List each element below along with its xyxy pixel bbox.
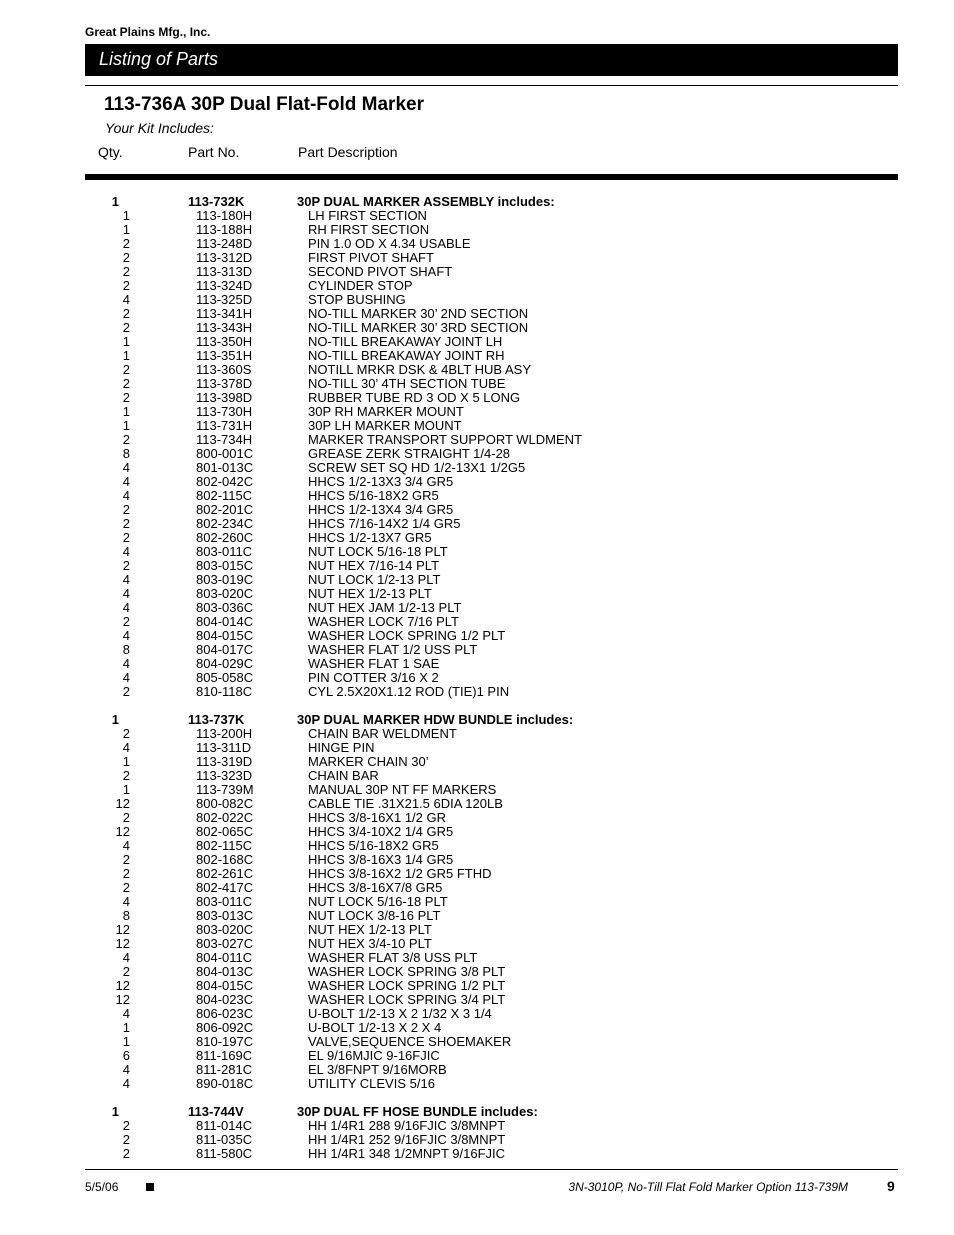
item-description: HHCS 5/16-18X2 GR5	[308, 488, 439, 503]
table-row	[0, 951, 954, 965]
table-row	[0, 209, 954, 223]
group-part-number: 113-732K	[188, 194, 245, 209]
item-part-number: 802-115C	[196, 488, 253, 503]
item-part-number: 113-323D	[196, 768, 253, 783]
item-qty: 2	[122, 376, 130, 391]
item-part-number: 802-261C	[196, 866, 254, 881]
item-part-number: 802-201C	[196, 502, 254, 517]
table-row	[0, 643, 954, 657]
table-row	[0, 587, 954, 601]
item-part-number: 811-014C	[196, 1118, 253, 1133]
item-description: VALVE,SEQUENCE SHOEMAKER	[308, 1034, 512, 1049]
table-row	[0, 265, 954, 279]
table-row	[0, 979, 954, 993]
item-part-number: 803-011C	[196, 894, 253, 909]
item-qty: 4	[122, 292, 130, 307]
item-qty: 4	[122, 572, 130, 587]
table-row	[0, 741, 954, 755]
item-description: NO-TILL MARKER 30’ 3RD SECTION	[308, 320, 529, 335]
item-description: CYL 2.5X20X1.12 ROD (TIE)1 PIN	[308, 684, 510, 699]
item-part-number: 113-319D	[196, 754, 253, 769]
table-row	[0, 251, 954, 265]
footer-date: 5/5/06	[85, 1180, 119, 1194]
table-row	[0, 405, 954, 419]
item-qty: 2	[122, 516, 130, 531]
footer-doc-title: 3N-3010P, No-Till Flat Fold Marker Option 113-739M	[568, 1180, 848, 1194]
item-description: NUT LOCK 1/2-13 PLT	[308, 572, 441, 587]
page-number: 9	[887, 1178, 895, 1194]
item-part-number: 806-023C	[196, 1006, 254, 1021]
item-qty: 1	[122, 208, 130, 223]
table-row	[0, 559, 954, 573]
item-part-number: 800-082C	[196, 796, 254, 811]
item-description: HHCS 1/2-13X4 3/4 GR5	[308, 502, 454, 517]
group-qty: 1	[111, 712, 119, 727]
table-row	[0, 881, 954, 895]
item-part-number: 113-351H	[196, 348, 253, 363]
item-part-number: 113-248D	[196, 236, 253, 251]
group-description: 30P DUAL FF HOSE BUNDLE includes:	[297, 1104, 538, 1119]
table-row	[0, 461, 954, 475]
item-description: NUT HEX 1/2-13 PLT	[308, 586, 432, 601]
item-qty: 4	[122, 838, 130, 853]
table-row	[0, 965, 954, 979]
item-qty: 2	[122, 684, 130, 699]
item-description: 30P LH MARKER MOUNT	[308, 418, 462, 433]
item-part-number: 113-312D	[196, 250, 253, 265]
item-description: STOP BUSHING	[308, 292, 406, 307]
item-qty: 12	[115, 824, 130, 839]
table-row	[0, 377, 954, 391]
table-row	[0, 657, 954, 671]
item-qty: 1	[122, 348, 130, 363]
item-description: U-BOLT 1/2-13 X 2 1/32 X 3 1/4	[308, 1006, 492, 1021]
item-qty: 8	[122, 446, 130, 461]
item-qty: 4	[122, 628, 130, 643]
item-description: HHCS 1/2-13X3 3/4 GR5	[308, 474, 454, 489]
item-part-number: 113-378D	[196, 376, 253, 391]
section-title: Listing of Parts	[99, 49, 219, 69]
table-row	[0, 517, 954, 531]
item-qty: 2	[122, 558, 130, 573]
table-row	[0, 293, 954, 307]
group-part-number: 113-744V	[188, 1104, 244, 1119]
item-part-number: 113-188H	[196, 222, 253, 237]
item-qty: 4	[122, 474, 130, 489]
item-part-number: 803-036C	[196, 600, 254, 615]
item-description: WASHER LOCK SPRING 3/8 PLT	[308, 964, 506, 979]
item-part-number: 113-311D	[196, 740, 252, 755]
group-header-row	[0, 195, 954, 209]
item-part-number: 113-341H	[196, 306, 253, 321]
item-part-number: 802-022C	[196, 810, 254, 825]
item-description: CYLINDER STOP	[308, 278, 413, 293]
item-description: FIRST PIVOT SHAFT	[308, 250, 434, 265]
section-banner	[85, 44, 898, 76]
item-description: WASHER FLAT 1/2 USS PLT	[308, 642, 478, 657]
item-description: LH FIRST SECTION	[308, 208, 427, 223]
table-row	[0, 489, 954, 503]
item-description: RUBBER TUBE RD 3 OD X 5 LONG	[308, 390, 521, 405]
table-row	[0, 447, 954, 461]
item-part-number: 113-360S	[196, 362, 252, 377]
item-part-number: 804-015C	[196, 628, 254, 643]
item-qty: 2	[122, 768, 130, 783]
kit-title: 113-736A 30P Dual Flat-Fold Marker	[104, 94, 424, 115]
footer-bullet	[146, 1183, 154, 1191]
group-qty: 1	[111, 194, 119, 209]
item-part-number: 800-001C	[196, 446, 254, 461]
item-qty: 8	[122, 642, 130, 657]
item-qty: 1	[122, 754, 130, 769]
item-qty: 4	[122, 1006, 130, 1021]
item-part-number: 811-281C	[196, 1062, 253, 1077]
item-description: NO-TILL BREAKAWAY JOINT LH	[308, 334, 503, 349]
item-part-number: 803-027C	[196, 936, 254, 951]
group-header-row	[0, 713, 954, 727]
item-part-number: 805-058C	[196, 670, 254, 685]
group-description: 30P DUAL MARKER ASSEMBLY includes:	[297, 194, 555, 209]
table-row	[0, 895, 954, 909]
item-qty: 4	[122, 950, 130, 965]
table-row	[0, 839, 954, 853]
table-row	[0, 601, 954, 615]
table-row	[0, 545, 954, 559]
item-description: HHCS 7/16-14X2 1/4 GR5	[308, 516, 461, 531]
item-qty: 2	[122, 726, 130, 741]
item-part-number: 113-739M	[196, 782, 254, 797]
table-row	[0, 349, 954, 363]
item-part-number: 113-730H	[196, 404, 253, 419]
item-qty: 1	[122, 222, 130, 237]
item-qty: 4	[122, 586, 130, 601]
item-description: WASHER LOCK 7/16 PLT	[308, 614, 459, 629]
item-description: SECOND PIVOT SHAFT	[308, 264, 453, 279]
table-row	[0, 1147, 954, 1161]
table-row	[0, 531, 954, 545]
table-row	[0, 797, 954, 811]
item-part-number: 113-313D	[196, 264, 253, 279]
item-qty: 2	[122, 614, 130, 629]
item-part-number: 804-023C	[196, 992, 254, 1007]
item-qty: 2	[122, 390, 130, 405]
item-qty: 2	[122, 1132, 130, 1147]
table-row	[0, 825, 954, 839]
item-qty: 4	[122, 894, 130, 909]
table-row	[0, 573, 954, 587]
item-qty: 2	[122, 236, 130, 251]
item-part-number: 113-350H	[196, 334, 253, 349]
item-description: WASHER FLAT 3/8 USS PLT	[308, 950, 478, 965]
item-qty: 2	[122, 1118, 130, 1133]
item-qty: 12	[115, 936, 130, 951]
table-row	[0, 237, 954, 251]
header-divider	[85, 85, 898, 86]
item-qty: 2	[122, 306, 130, 321]
table-row	[0, 615, 954, 629]
item-description: HHCS 3/8-16X1 1/2 GR	[308, 810, 447, 825]
footer-divider	[85, 1169, 898, 1170]
item-part-number: 113-731H	[196, 418, 253, 433]
item-qty: 1	[122, 1034, 130, 1049]
item-qty: 2	[122, 278, 130, 293]
item-part-number: 802-115C	[196, 838, 253, 853]
table-row	[0, 755, 954, 769]
item-description: EL 3/8FNPT 9/16MORB	[308, 1062, 447, 1077]
item-description: NUT LOCK 5/16-18 PLT	[308, 894, 448, 909]
table-row	[0, 769, 954, 783]
item-qty: 2	[122, 530, 130, 545]
item-part-number: 810-118C	[196, 684, 253, 699]
item-part-number: 804-015C	[196, 978, 254, 993]
group-spacer	[0, 1091, 954, 1105]
table-row	[0, 279, 954, 293]
item-part-number: 113-325D	[196, 292, 253, 307]
item-description: HHCS 3/8-16X2 1/2 GR5 FTHD	[308, 866, 492, 881]
item-qty: 4	[122, 488, 130, 503]
item-qty: 4	[122, 656, 130, 671]
item-qty: 1	[122, 782, 130, 797]
table-row	[0, 1049, 954, 1063]
item-description: NUT LOCK 3/8-16 PLT	[308, 908, 441, 923]
item-description: WASHER LOCK SPRING 1/2 PLT	[308, 978, 506, 993]
item-qty: 1	[122, 404, 130, 419]
parts-list	[0, 195, 954, 1161]
item-description: SCREW SET SQ HD 1/2-13X1 1/2G5	[308, 460, 526, 475]
item-part-number: 113-324D	[196, 278, 253, 293]
item-part-number: 803-019C	[196, 572, 254, 587]
item-description: PIN COTTER 3/16 X 2	[308, 670, 439, 685]
item-qty: 6	[122, 1048, 130, 1063]
item-qty: 1	[122, 418, 130, 433]
item-description: HH 1/4R1 288 9/16FJIC 3/8MNPT	[308, 1118, 506, 1133]
table-row	[0, 335, 954, 349]
table-row	[0, 937, 954, 951]
table-row	[0, 433, 954, 447]
item-part-number: 804-029C	[196, 656, 254, 671]
item-qty: 4	[122, 1076, 130, 1091]
table-row	[0, 1021, 954, 1035]
column-header-part: Part No.	[188, 144, 240, 160]
table-row	[0, 391, 954, 405]
item-description: NUT LOCK 5/16-18 PLT	[308, 544, 448, 559]
item-part-number: 802-417C	[196, 880, 254, 895]
table-row	[0, 867, 954, 881]
table-row	[0, 1063, 954, 1077]
item-description: WASHER LOCK SPRING 1/2 PLT	[308, 628, 506, 643]
table-row	[0, 629, 954, 643]
item-part-number: 113-398D	[196, 390, 253, 405]
table-row	[0, 1077, 954, 1091]
item-qty: 2	[122, 432, 130, 447]
column-header-qty: Qty.	[98, 144, 123, 160]
item-part-number: 804-011C	[196, 950, 253, 965]
table-row	[0, 671, 954, 685]
item-qty: 12	[115, 796, 130, 811]
table-row	[0, 1035, 954, 1049]
item-part-number: 811-169C	[196, 1048, 253, 1063]
item-description: EL 9/16MJIC 9-16FJIC	[308, 1048, 440, 1063]
item-description: NOTILL MRKR DSK & 4BLT HUB ASY	[308, 362, 531, 377]
item-description: NUT HEX 1/2-13 PLT	[308, 922, 432, 937]
item-description: NO-TILL MARKER 30’ 2ND SECTION	[308, 306, 529, 321]
item-part-number: 803-020C	[196, 922, 254, 937]
item-qty: 2	[122, 964, 130, 979]
table-row	[0, 923, 954, 937]
item-part-number: 806-092C	[196, 1020, 254, 1035]
table-row	[0, 909, 954, 923]
table-row	[0, 363, 954, 377]
table-row	[0, 1133, 954, 1147]
item-description: MARKER CHAIN 30’	[308, 754, 429, 769]
item-description: UTILITY CLEVIS 5/16	[308, 1076, 435, 1091]
item-qty: 4	[122, 1062, 130, 1077]
table-row	[0, 321, 954, 335]
item-part-number: 803-015C	[196, 558, 254, 573]
item-part-number: 804-014C	[196, 614, 254, 629]
item-description: HHCS 3/8-16X3 1/4 GR5	[308, 852, 454, 867]
column-header-desc: Part Description	[298, 144, 398, 160]
item-part-number: 804-013C	[196, 964, 254, 979]
table-row	[0, 475, 954, 489]
table-row	[0, 1007, 954, 1021]
group-qty: 1	[111, 1104, 119, 1119]
item-description: MANUAL 30P NT FF MARKERS	[308, 782, 497, 797]
item-part-number: 802-065C	[196, 824, 254, 839]
item-qty: 2	[122, 880, 130, 895]
table-row	[0, 727, 954, 741]
group-header-row	[0, 1105, 954, 1119]
item-qty: 1	[122, 334, 130, 349]
item-description: CHAIN BAR WELDMENT	[308, 726, 457, 741]
company-name: Great Plains Mfg., Inc.	[85, 25, 211, 39]
item-qty: 4	[122, 460, 130, 475]
item-qty: 2	[122, 264, 130, 279]
item-description: HHCS 3/4-10X2 1/4 GR5	[308, 824, 454, 839]
item-qty: 2	[122, 502, 130, 517]
item-part-number: 801-013C	[196, 460, 254, 475]
item-part-number: 803-020C	[196, 586, 254, 601]
table-row	[0, 993, 954, 1007]
item-part-number: 811-035C	[196, 1132, 253, 1147]
kit-subtitle: Your Kit Includes:	[105, 120, 214, 136]
group-part-number: 113-737K	[188, 712, 245, 727]
item-part-number: 113-180H	[196, 208, 253, 223]
item-description: CHAIN BAR	[308, 768, 379, 783]
item-description: NO-TILL BREAKAWAY JOINT RH	[308, 348, 505, 363]
item-qty: 12	[115, 992, 130, 1007]
group-description: 30P DUAL MARKER HDW BUNDLE includes:	[297, 712, 574, 727]
item-description: 30P RH MARKER MOUNT	[308, 404, 464, 419]
item-description: CABLE TIE .31X21.5 6DIA 120LB	[308, 796, 503, 811]
item-part-number: 802-260C	[196, 530, 254, 545]
item-description: U-BOLT 1/2-13 X 2 X 4	[308, 1020, 442, 1035]
item-description: NO-TILL 30’ 4TH SECTION TUBE	[308, 376, 506, 391]
item-description: GREASE ZERK STRAIGHT 1/4-28	[308, 446, 511, 461]
item-part-number: 802-042C	[196, 474, 254, 489]
item-description: WASHER FLAT 1 SAE	[308, 656, 440, 671]
item-qty: 2	[122, 250, 130, 265]
item-qty: 4	[122, 544, 130, 559]
item-part-number: 810-197C	[196, 1034, 254, 1049]
table-row	[0, 419, 954, 433]
item-part-number: 804-017C	[196, 642, 254, 657]
item-qty: 2	[122, 810, 130, 825]
item-description: HINGE PIN	[308, 740, 375, 755]
item-description: NUT HEX 7/16-14 PLT	[308, 558, 440, 573]
item-qty: 1	[122, 1020, 130, 1035]
item-description: NUT HEX 3/4-10 PLT	[308, 936, 432, 951]
table-row	[0, 685, 954, 699]
item-qty: 2	[122, 362, 130, 377]
item-qty: 4	[122, 670, 130, 685]
item-description: HH 1/4R1 252 9/16FJIC 3/8MNPT	[308, 1132, 506, 1147]
item-part-number: 890-018C	[196, 1076, 254, 1091]
table-row	[0, 1119, 954, 1133]
item-qty: 12	[115, 922, 130, 937]
item-part-number: 113-200H	[196, 726, 253, 741]
item-qty: 2	[122, 1146, 130, 1161]
item-description: RH FIRST SECTION	[308, 222, 430, 237]
item-qty: 2	[122, 852, 130, 867]
item-part-number: 113-343H	[196, 320, 253, 335]
table-header-rule	[85, 174, 898, 180]
table-row	[0, 307, 954, 321]
item-qty: 4	[122, 740, 130, 755]
table-row	[0, 503, 954, 517]
item-description: MARKER TRANSPORT SUPPORT WLDMENT	[308, 432, 583, 447]
item-qty: 2	[122, 866, 130, 881]
item-qty: 12	[115, 978, 130, 993]
item-qty: 8	[122, 908, 130, 923]
table-row	[0, 853, 954, 867]
item-qty: 4	[122, 600, 130, 615]
item-part-number: 802-234C	[196, 516, 254, 531]
item-description: HHCS 3/8-16X7/8 GR5	[308, 880, 443, 895]
item-part-number: 803-011C	[196, 544, 253, 559]
table-row	[0, 223, 954, 237]
table-row	[0, 783, 954, 797]
item-description: HHCS 5/16-18X2 GR5	[308, 838, 439, 853]
item-description: HHCS 1/2-13X7 GR5	[308, 530, 432, 545]
item-part-number: 803-013C	[196, 908, 254, 923]
item-description: NUT HEX JAM 1/2-13 PLT	[308, 600, 462, 615]
item-description: WASHER LOCK SPRING 3/4 PLT	[308, 992, 506, 1007]
item-part-number: 811-580C	[196, 1146, 253, 1161]
item-part-number: 802-168C	[196, 852, 254, 867]
table-row	[0, 811, 954, 825]
item-part-number: 113-734H	[196, 432, 253, 447]
item-qty: 2	[122, 320, 130, 335]
item-description: HH 1/4R1 348 1/2MNPT 9/16FJIC	[308, 1146, 506, 1161]
item-description: PIN 1.0 OD X 4.34 USABLE	[308, 236, 471, 251]
group-spacer	[0, 699, 954, 713]
